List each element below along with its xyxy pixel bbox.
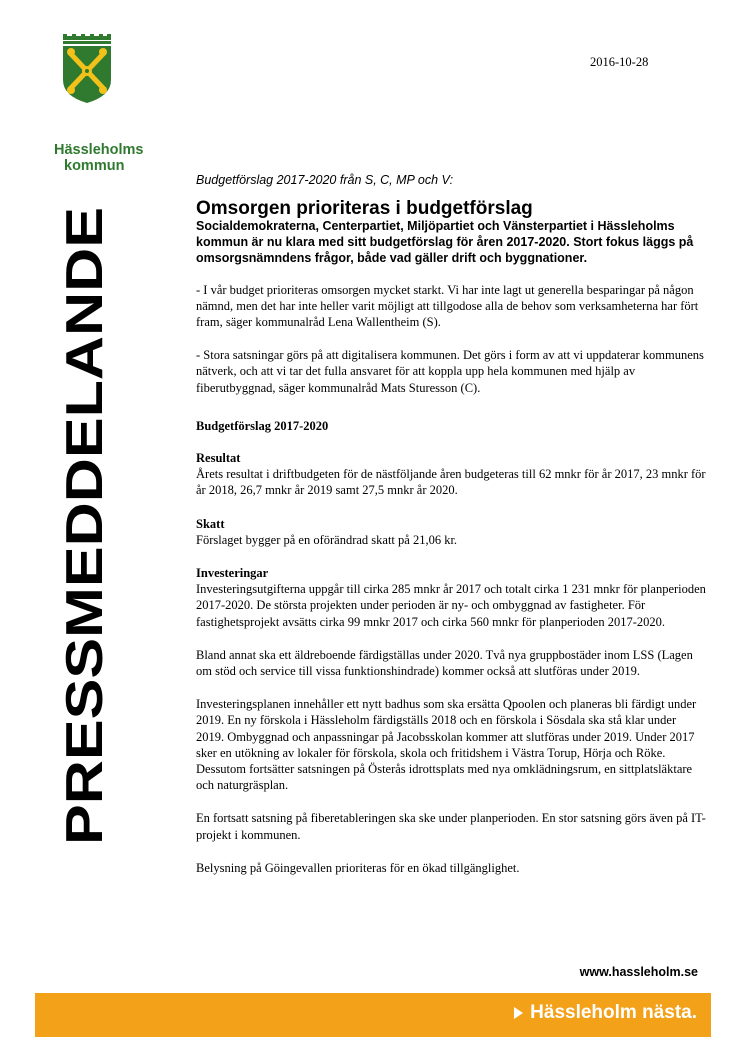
article-title: Omsorgen prioriteras i budgetförslag bbox=[196, 198, 533, 220]
article-lead: Socialdemokraterna, Centerpartiet, Miljöpartiet och Vänsterpartiet i Hässleholms kommun är nu klara med sitt budgetförslag för åren 2017-2020. Stort fokus läggs på omsorgsnämndens frågor, både vad gäller drift och byggnationer. bbox=[196, 219, 694, 265]
subsection-heading-skatt: Skatt bbox=[196, 516, 225, 531]
slogan-banner bbox=[35, 993, 711, 1037]
article-kicker: Budgetförslag 2017-2020 från S, C, MP och V: bbox=[196, 173, 454, 187]
subsection-text-skatt: Förslaget bygger på en oförändrad skatt på 21,06 kr. bbox=[196, 532, 458, 547]
press-release-date: 2016-10-28 bbox=[590, 55, 649, 69]
quote-paragraph: - I vår budget prioriteras omsorgen mycket starkt. Vi har inte lagt ut generella besparingar på någon nämnd, men det har inte heller varit möjligt att tillgodose alla de behov som verksamheterna har fört fram, säger kommunalråd Lena Wallentheim (S). bbox=[196, 282, 699, 329]
slogan-text: Hässleholm nästa. bbox=[530, 1002, 697, 1023]
logo-text-line2: kommun bbox=[64, 158, 125, 174]
coat-of-arms-icon bbox=[60, 34, 114, 104]
slogan bbox=[514, 1002, 697, 1024]
investeringar-paragraph: Belysning på Göingevallen prioriteras för en ökad tillgänglighet. bbox=[196, 860, 520, 875]
investeringar-paragraph: En fortsatt satsning på fiberetableringen ska ske under planperioden. En stor satsning görs även på IT-projekt i kommunen. bbox=[196, 811, 706, 842]
section-heading: Budgetförslag 2017-2020 bbox=[196, 418, 329, 433]
investeringar-paragraph: Investeringsutgifterna uppgår till cirka 285 mnkr år 2017 och totalt cirka 1 231 mnkr för planperioden 2017-2020. De största projekten under perioden är ny- och ombyggnad av fastigheter. För fastighetsprojekt avsätts cirka 99 mnkr 2017 och cirka 560 mnkr för planperioden 2017-2020. bbox=[196, 582, 706, 629]
subsection-text-resultat: Årets resultat i driftbudgeten för de nästföljande åren budgeteras till 62 mnkr för år 2017, 23 mnkr för år 2018, 26,7 mnkr år 2019 samt 27,5 mnkr år 2020. bbox=[196, 467, 706, 498]
play-arrow-icon bbox=[514, 1007, 523, 1019]
investeringar-paragraph: Bland annat ska ett äldreboende färdigställas under 2020. Två nya gruppbostäder inom LSS (Lagen om stöd och service till vissa funktionshindrade) kommer också att slutföras under 2019. bbox=[196, 647, 693, 679]
press-release-vertical-label bbox=[56, 205, 114, 845]
vertical-label-text: PRESSMEDDELANDE bbox=[56, 301, 114, 845]
investeringar-paragraph: Investeringsplanen innehåller ett nytt badhus som ska ersätta Qpoolen och planeras bli färdigt under 2019. En ny förskola i Hässleholm färdigställs 2018 och en förskola i Sösdala ska stå klar under 2019. Ombyggnad och anpassningar på Jacobsskolan kommer att slutföras under 2019. Under 2017 sker en utökning av lokaler för förskola, skola och fritidshem i Västra Torup, Hörja och Röke. Dessutom fortsätter satsningen på Österås idrottsplats med nya omklädningsrum, en sittplatsläktare och naturgräsplan. bbox=[196, 697, 697, 793]
website-link[interactable]: www.hassleholm.se bbox=[579, 965, 698, 979]
article bbox=[196, 172, 706, 893]
logo-text-line1: Hässleholms bbox=[54, 142, 144, 158]
subsection-heading-investeringar: Investeringar bbox=[196, 566, 269, 581]
subsection-heading-resultat: Resultat bbox=[196, 451, 241, 466]
quote-paragraph: - Stora satsningar görs på att digitalisera kommunen. Det görs i form av att vi uppdaterar kommunens nätverk, och att vi tar det fulla ansvaret för att koppla upp hela kommunen med hjälp av fiberutbyggnad, säger kommunalråd Mats Sturesson (C). bbox=[196, 348, 704, 395]
